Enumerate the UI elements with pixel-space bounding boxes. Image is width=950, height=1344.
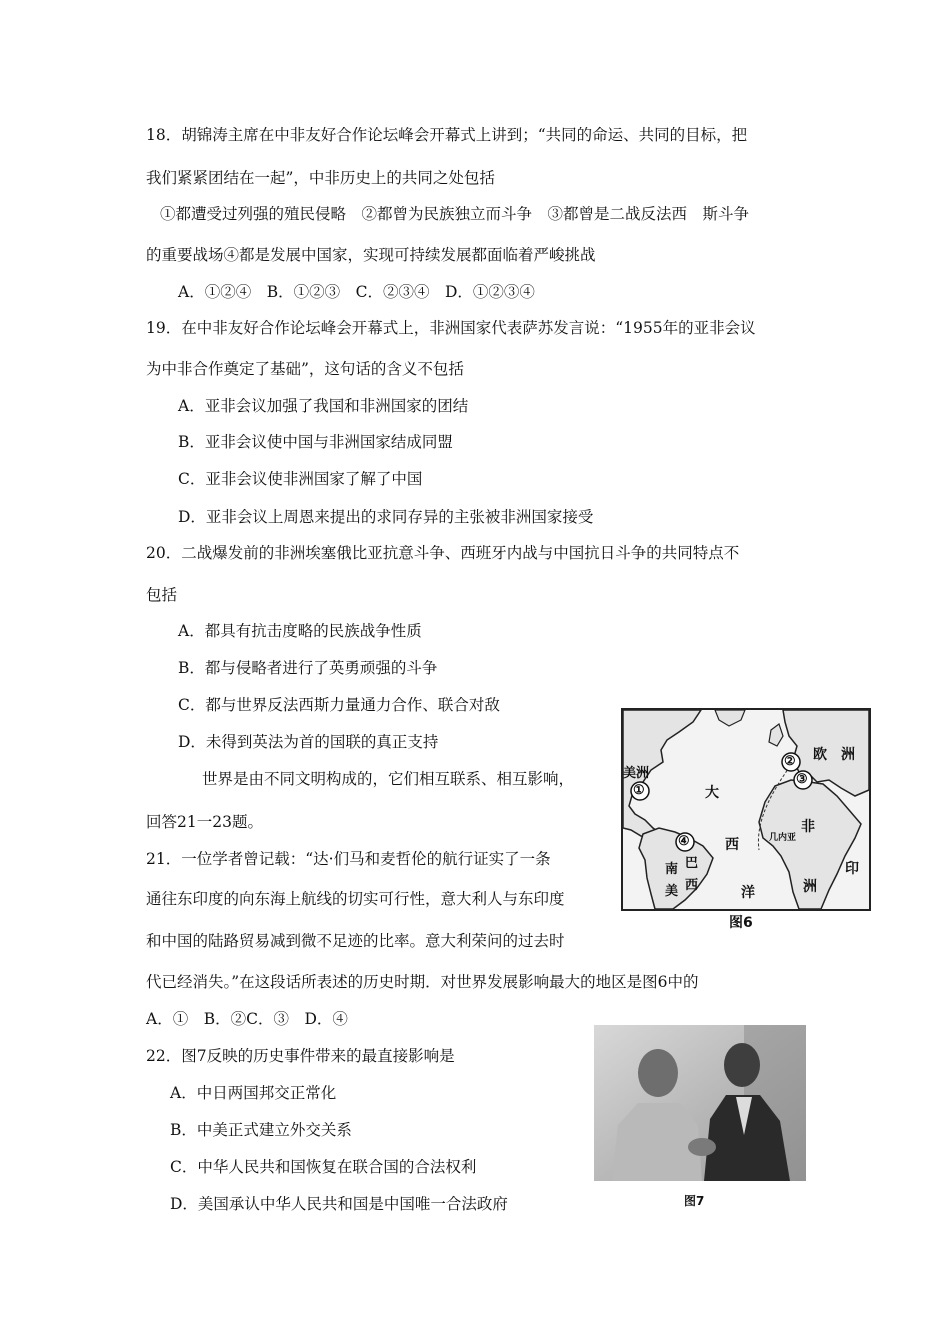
q18-line4: 的重要战场④都是发展中国家，实现可持续发展都面临着严峻挑战: [146, 246, 596, 264]
q19-line2: 为中非合作奠定了基础”，这句话的含义不包括: [146, 360, 464, 378]
label-europe-1: 欧: [813, 747, 827, 763]
label-africa-2: 洲: [803, 879, 817, 895]
q20-option-a: A．都具有抗击度略的民族战争性质: [178, 622, 422, 640]
q22-option-d: D．美国承认中华人民共和国是中国唯一合法政府: [170, 1195, 508, 1213]
label-guinea: 几内亚: [769, 833, 797, 843]
figure7-photo: [594, 1025, 806, 1181]
q18-line2: 我们紧紧团结在一起”，中非历史上的共同之处包括: [146, 169, 495, 187]
q19-option-c: C．亚非会议使非洲国家了解了中国: [178, 470, 423, 488]
q18-options: A．①②④ B．①②③ C．②③④ D．①②③④: [178, 283, 535, 301]
q21-options: A．① B．②C．③ D．④: [146, 1010, 348, 1028]
q18-line3: ①都遭受过列强的殖民侵略 ②都曾为民族独立而斗争 ③都曾是二战反法西 斯斗争: [160, 205, 750, 223]
figure6-caption: 图6: [729, 915, 753, 931]
label-xi: 西: [725, 837, 739, 853]
intro-line2: 回答21一23题。: [146, 813, 263, 831]
map-drawing: [623, 710, 869, 909]
label-europe-2: 洲: [841, 747, 855, 763]
q22-option-c: C．中华人民共和国恢复在联合国的合法权利: [170, 1158, 477, 1176]
q20-option-d: D．未得到英法为首的国联的真正支持: [178, 733, 439, 751]
q20-line1: 20．二战爆发前的非洲埃塞俄比亚抗意斗争、西班牙内战与中国抗日斗争的共同特点不: [146, 544, 740, 562]
label-da: 大: [705, 785, 719, 801]
q19-option-b: B．亚非会议使中国与非洲国家结成同盟: [178, 433, 453, 451]
figure7-caption: 图7: [684, 1194, 705, 1208]
label-yang: 洋: [741, 885, 755, 901]
label-sa-2: 美: [665, 884, 679, 899]
q18-line1: 18．胡锦涛主席在中非友好合作论坛峰会开幕式上讲到；“共同的命运、共同的目标，把: [146, 126, 748, 144]
q21-line2: 通往东印度的向东海上航线的切实可行性，意大利人与东印度: [146, 890, 565, 908]
marker-3: ③: [796, 772, 808, 787]
q21-line3: 和中国的陆路贸易减到微不足迹的比率。意大利荣问的过去时: [146, 932, 565, 950]
q21-line1: 21．一位学者曾记载：“达·们马和麦哲伦的航行证实了一条: [146, 850, 551, 868]
q19-option-d: D．亚非会议上周恩来提出的求同存异的主张被非洲国家接受: [178, 508, 594, 526]
q20-option-c: C．都与世界反法西斯力量通力合作、联合对敌: [178, 696, 500, 714]
figure6-map: [621, 708, 871, 911]
marker-1: ①: [633, 783, 645, 798]
label-ba: 巴: [685, 856, 699, 871]
marker-2: ②: [784, 754, 796, 769]
q22-line1: 22．图7反映的历史事件带来的最直接影响是: [146, 1047, 455, 1065]
photo-drawing: [594, 1025, 806, 1181]
q22-option-b: B．中美正式建立外交关系: [170, 1121, 352, 1139]
q22-option-a: A．中日两国邦交正常化: [170, 1084, 337, 1102]
intro-line1: 世界是由不同文明构成的，它们相互联系、相互影响，: [202, 770, 575, 788]
label-africa-1: 非: [801, 819, 815, 835]
q19-line1: 19．在中非友好合作论坛峰会开幕式上，非洲国家代表萨苏发言说：“1955年的亚非会议: [146, 319, 756, 337]
q21-line4: 代已经消失。”在这段话所表述的历史时期．对世界发展影响最大的地区是图6中的: [146, 973, 699, 991]
q20-line2: 包括: [146, 586, 178, 604]
label-xi2: 西: [685, 878, 699, 893]
q20-option-b: B．都与侵略者进行了英勇顽强的斗争: [178, 659, 438, 677]
label-sa-1: 南: [665, 862, 679, 877]
label-america: 美洲: [623, 766, 650, 781]
q19-option-a: A．亚非会议加强了我国和非洲国家的团结: [178, 397, 469, 415]
marker-4: ④: [678, 834, 690, 849]
label-india: 印: [845, 861, 859, 877]
